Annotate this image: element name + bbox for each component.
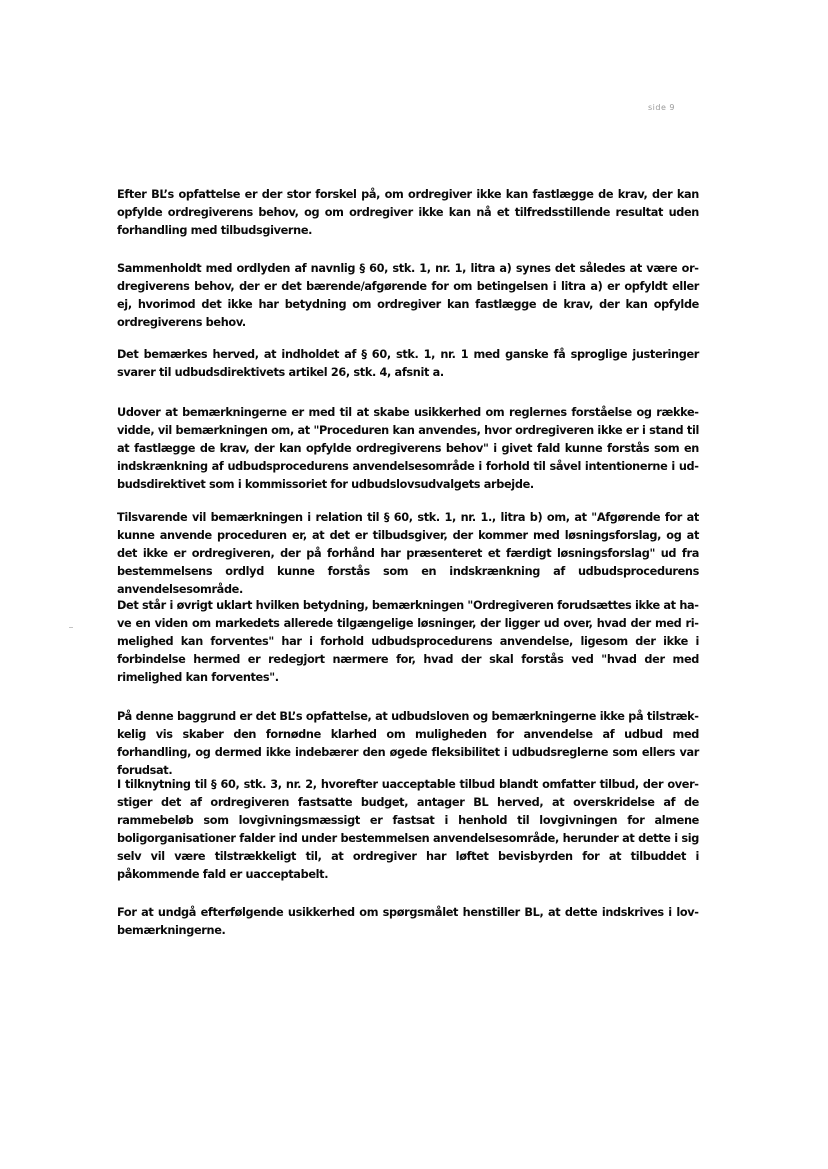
paragraph-8: I tilknytning til § 60, stk. 3, nr. 2, hvorefter uacceptable tilbud blandt omfatter tilbud, der overstiger det af ordregiveren fastsatte budget, antager BL herved, at overskridelse af de rammebeløb som lovgivningsmæssigt er fastsat i henhold til lovgivningen for almene boligorganisationer falder ind under bestemmelsen anvendelsesområde, herunder at dette i sig selv vil være tilstrækkeligt til, at ordregiver har løftet bevisbyrden for at tilbuddet i påkommende fald er uacceptabelt. [117, 778, 699, 881]
paragraph-1: Efter BL’s opfattelse er der stor forskel på, om ordregiver ikke kan fastlægge de krav, der kan opfylde ordregiverens behov, og om ordregiver ikke kan nå et tilfredsstillende resultat uden forhandling med tilbudsgiverne. [117, 188, 699, 237]
paragraph-5: Tilsvarende vil bemærkningen i relation til § 60, stk. 1, nr. 1., litra b) om, at "Afgørende for at kunne anvende proceduren er, at det er tilbudsgiver, der kommer med løsningsforslag, og at det ikke er ordregiveren, der på forhånd har præsenteret et færdigt løsningsforslag" ud fra bestemmelsens ordlyd kunne forstås som en indskrænkning af udbudsprocedurens anvendelsesområde. [117, 511, 699, 596]
paragraph-6: Det står i øvrigt uklart hvilken betydning, bemærkningen "Ordregiveren forudsættes ikke at have en viden om markedets allerede tilgængelige løsninger, der ligger ud over, hvad der med rimelighed kan forventes" har i forhold udbudsprocedurens anvendelse, ligesom der ikke i forbindelse hermed er redegjort nærmere for, hvad der skal forstås ved "hvad der med rimelighed kan forventes". [117, 599, 699, 684]
paragraph-4: Udover at bemærkningerne er med til at skabe usikkerhed om reglernes forståelse og rækkevidde, vil bemærkningen om, at "Proceduren kan anvendes, hvor ordregiveren ikke er i stand til at fastlægge de krav, der kan opfylde ordregiverens behov" i givet fald kunne forstås som en indskrænkning af udbudsprocedurens anvendelsesområde i forhold til såvel intentionerne i udbudsdirektivet som i kommissoriet for udbudslovsudvalgets arbejde. [117, 406, 699, 491]
page-number: side 9 [648, 103, 676, 112]
paragraph-2: Sammenholdt med ordlyden af navnlig § 60, stk. 1, nr. 1, litra a) synes det således at være ordregiverens behov, der er det bærende/afgørende for om betingelsen i litra a) er opfyldt eller ej, hvorimod det ikke har betydning om ordregiver kan fastlægge de krav, der kan opfylde ordregiverens behov. [117, 262, 699, 329]
paragraph-3: Det bemærkes herved, at indholdet af § 60, stk. 1, nr. 1 med ganske få sproglige justeringer svarer til udbudsdirektivets artikel 26, stk. 4, afsnit a. [117, 348, 699, 379]
margin-mark [69, 627, 73, 628]
paragraph-7: På denne baggrund er det BL’s opfattelse, at udbudsloven og bemærkningerne ikke på tilstrækkelig vis skaber den fornødne klarhed om muligheden for anvendelse af udbud med forhandling, og dermed ikke indebærer den øgede fleksibilitet i udbudsreglerne som ellers var forudsat. [117, 710, 699, 777]
paragraph-9: For at undgå efterfølgende usikkerhed om spørgsmålet henstiller BL, at dette indskrives i lovbemærkningerne. [117, 906, 699, 937]
